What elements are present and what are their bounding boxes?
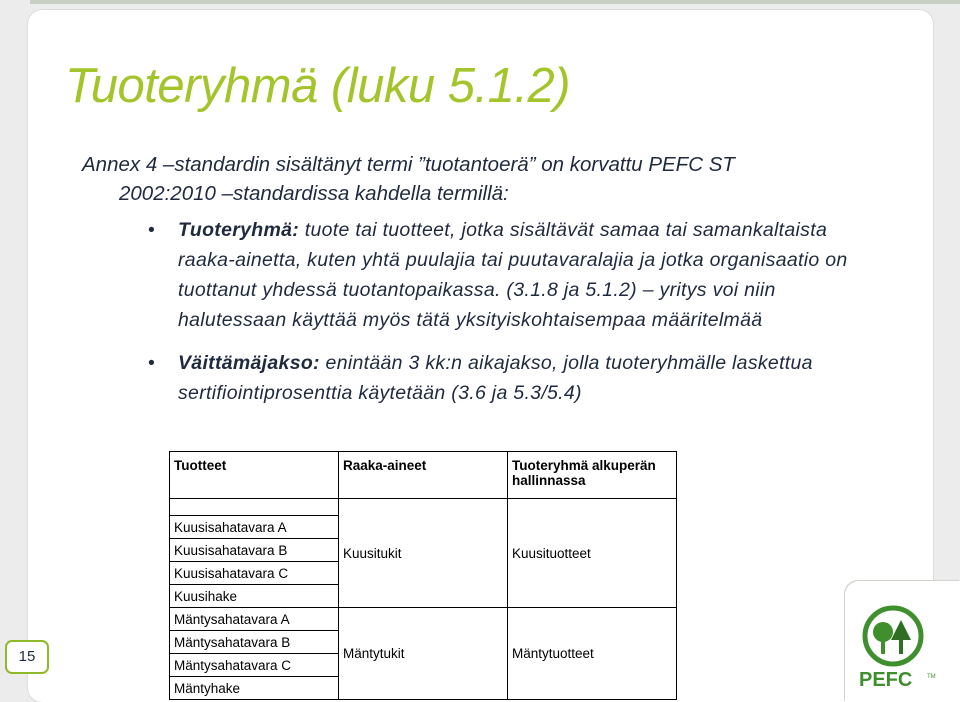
- top-bar: [30, 0, 960, 4]
- raw-material-cell: Mäntytukit: [339, 608, 508, 700]
- header-raw-materials: Raaka-aineet: [339, 452, 508, 499]
- intro-line-2: 2002:2010 –standardissa kahdella termillä:: [119, 182, 509, 205]
- logo-tree-round: [873, 622, 893, 642]
- table-row: [170, 499, 677, 516]
- bullet-icon: •: [148, 219, 156, 241]
- product-cell: Kuusihake: [170, 585, 339, 608]
- product-group-cell: Mäntytuotteet: [508, 608, 677, 700]
- table-row: [170, 608, 677, 631]
- page-number: 15: [5, 640, 49, 674]
- product-cell: Mäntysahatavara A: [170, 608, 339, 631]
- bullet-term: Väittämäjakso:: [178, 352, 320, 374]
- product-group-table: [169, 451, 677, 700]
- logo-trademark: TM: [927, 674, 936, 680]
- logo-text: PEFC: [859, 669, 913, 691]
- bullet-text: enintään 3 kk:n aikajakso, jolla tuoteryhmälle laskettua sertifiointiprosenttia käytetään (3.6 ja 5.3/5.4): [178, 352, 813, 404]
- logo-trunk-right: [899, 640, 903, 654]
- product-cell: Kuusisahatavara A: [170, 516, 339, 539]
- bullet-text: tuote tai tuotteet, jotka sisältävät samaa tai samankaltaista raaka-ainetta, kuten yhtä puulajia tai puutavaralajia ja jotka organisaatio on tuottanut yhdessä tuotantopaikassa. (3.1.8 ja 5.1.2) – yritys voi niin halutessaan käyttää myös tätä yksityiskohtaisempaa määritelmää: [178, 219, 848, 331]
- logo-trunk-left: [881, 640, 885, 654]
- bullet-list: [140, 215, 860, 408]
- intro-line-1: Annex 4 –standardin sisältänyt termi ”tuotantoerä” on korvattu PEFC ST: [82, 153, 735, 176]
- product-group-cell: Kuusituotteet: [508, 499, 677, 608]
- raw-material-cell: Kuusitukit: [339, 499, 508, 608]
- product-cell: Mäntyhake: [170, 677, 339, 700]
- bullet-item-tuoteryhma: [140, 215, 860, 335]
- product-cell: Kuusisahatavara B: [170, 539, 339, 562]
- header-product-group: Tuoteryhmä alkuperän hallinnassa: [508, 452, 677, 499]
- product-cell: Mäntysahatavara B: [170, 631, 339, 654]
- slide-title: Tuoteryhmä (luku 5.1.2): [65, 59, 571, 113]
- product-cell: Mäntysahatavara C: [170, 654, 339, 677]
- bullet-item-vaittamajakso: [140, 348, 860, 408]
- bullet-icon: •: [148, 352, 156, 374]
- table-cell: [170, 499, 339, 516]
- pefc-logo: [855, 600, 947, 692]
- header-products: Tuotteet: [170, 452, 339, 499]
- table-header-row: [170, 452, 677, 499]
- bullet-term: Tuoteryhmä:: [178, 219, 300, 241]
- intro-text: [82, 150, 872, 208]
- product-cell: Kuusisahatavara C: [170, 562, 339, 585]
